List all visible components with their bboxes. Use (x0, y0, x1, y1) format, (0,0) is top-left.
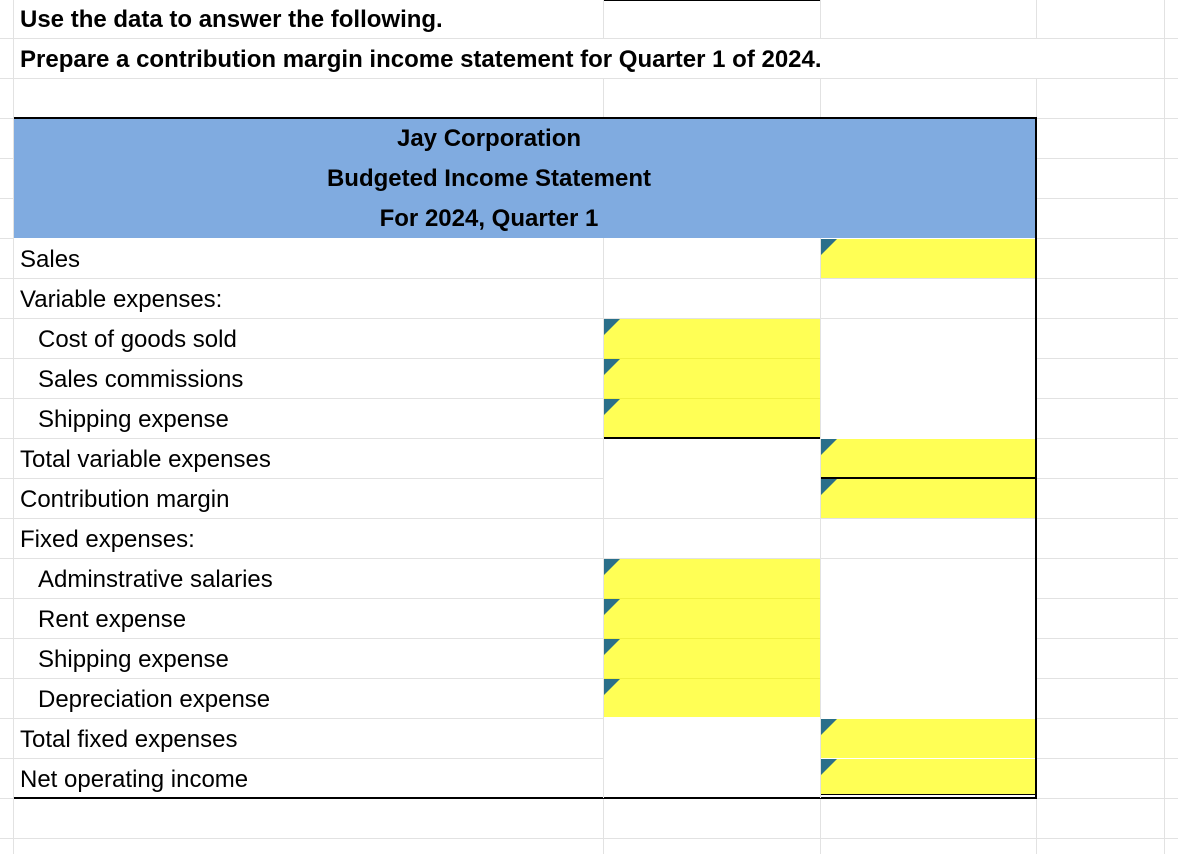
net-operating-income-input[interactable] (821, 759, 1035, 794)
row-label-variable-expenses: Variable expenses: (20, 286, 223, 313)
comment-indicator-icon (604, 319, 620, 335)
statement-header (14, 118, 1036, 238)
statement-title: Budgeted Income Statement (326, 165, 652, 192)
row-label-cogs: Cost of goods sold (38, 326, 237, 353)
instruction-line-2: Prepare a contribution margin income statement for Quarter 1 of 2024. (20, 46, 822, 73)
comment-indicator-icon (604, 399, 620, 415)
company-name: Jay Corporation (396, 125, 582, 152)
row-label-fixed-expenses: Fixed expenses: (20, 526, 195, 553)
total-variable-input[interactable] (821, 439, 1035, 478)
comment-indicator-icon (604, 679, 620, 695)
row-label-contribution-margin: Contribution margin (20, 486, 230, 513)
comment-indicator-icon (821, 439, 837, 455)
comment-indicator-icon (604, 639, 620, 655)
row-label-rent: Rent expense (38, 606, 187, 633)
comment-indicator-icon (821, 239, 837, 255)
comment-indicator-icon (604, 559, 620, 575)
row-label-sales: Sales (20, 246, 81, 273)
row-label-total-fixed: Total fixed expenses (20, 726, 238, 753)
row-label-shipping-fixed: Shipping expense (38, 646, 229, 673)
row-label-total-variable: Total variable expenses (20, 446, 271, 473)
comment-indicator-icon (821, 759, 837, 775)
contribution-margin-input[interactable] (821, 479, 1035, 518)
row-label-net-operating-income: Net operating income (20, 766, 249, 793)
variable-expense-inputs[interactable] (604, 319, 820, 437)
row-label-depreciation: Depreciation expense (38, 686, 271, 713)
total-fixed-input[interactable] (821, 719, 1035, 758)
row-label-sales-commissions: Sales commissions (38, 366, 244, 393)
comment-indicator-icon (604, 599, 620, 615)
comment-indicator-icon (604, 359, 620, 375)
statement-period: For 2024, Quarter 1 (379, 205, 599, 232)
comment-indicator-icon (821, 719, 837, 735)
comment-indicator-icon (821, 479, 837, 495)
sales-total-input[interactable] (821, 239, 1035, 278)
row-label-shipping-variable: Shipping expense (38, 406, 229, 433)
instruction-line-1: Use the data to answer the following. (20, 6, 443, 33)
row-label-admin-salaries: Adminstrative salaries (38, 566, 273, 593)
